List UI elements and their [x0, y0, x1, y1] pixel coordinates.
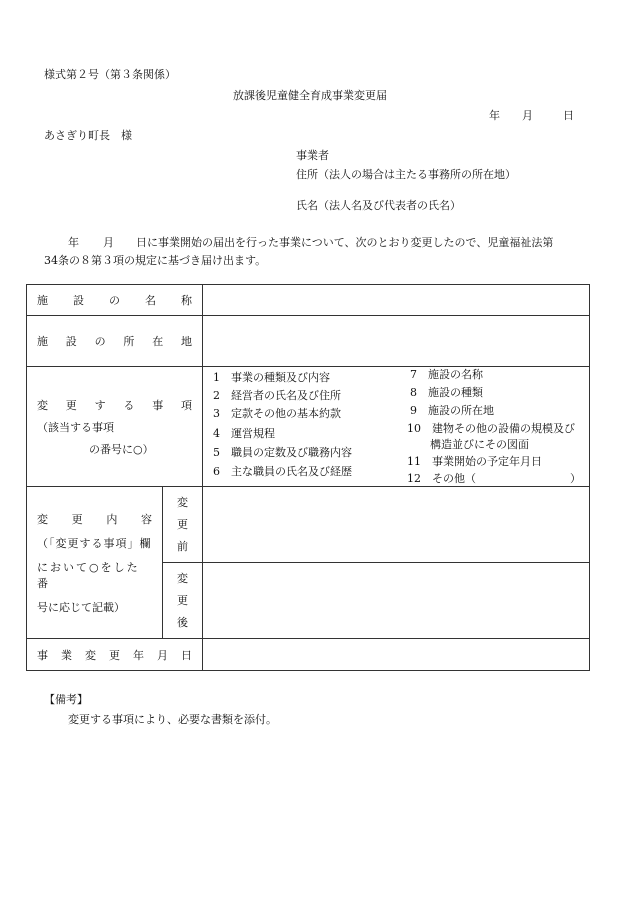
- list-item[interactable]: 6 主な職員の氏名及び経歴: [213, 465, 352, 478]
- change-content-label: 変 更 内 容: [37, 512, 152, 526]
- change-after-field[interactable]: [203, 563, 590, 639]
- row-facility-name: [27, 285, 590, 316]
- change-items-label-cell: [27, 367, 203, 487]
- body-month: 月: [103, 236, 114, 249]
- change-items-note1: （該当する事項: [37, 420, 114, 434]
- list-item[interactable]: 3 定款その他の基本約款: [213, 407, 341, 420]
- change-content-note1: （「変更する事項」欄: [37, 536, 152, 550]
- change-date-field[interactable]: [203, 639, 590, 671]
- list-item[interactable]: 2 経営者の氏名及び住所: [213, 389, 341, 402]
- remarks-title: 【備考】: [44, 693, 88, 706]
- facility-name-label-cell: [27, 285, 203, 316]
- change-items-list-cell: [203, 367, 590, 487]
- change-content-note2: において○をした番: [37, 560, 140, 590]
- date-day: 日: [563, 109, 574, 122]
- row-facility-address: [27, 316, 590, 367]
- facility-address-label: 施 設 の 所 在 地: [37, 335, 192, 348]
- change-form-table: [26, 284, 590, 671]
- facility-address-field[interactable]: [203, 316, 590, 367]
- change-content-label-cell: [27, 487, 163, 639]
- change-content-note3: 号に応じて記載）: [37, 600, 125, 614]
- list-item[interactable]: 4 運営規程: [213, 427, 275, 440]
- row-change-items: [27, 367, 590, 487]
- after-label: 変 更 後: [163, 563, 203, 639]
- change-before-field[interactable]: [203, 487, 590, 563]
- document-title: 放課後児童健全育成事業変更届: [233, 89, 387, 102]
- list-item-continuation: 構造並びにその図面: [430, 438, 529, 451]
- row-change-date: [27, 639, 590, 671]
- applicant-name: 氏名（法人名及び代表者の氏名）: [296, 199, 461, 212]
- addressee: あさぎり町長 様: [44, 129, 132, 142]
- facility-name-field[interactable]: [203, 285, 590, 316]
- list-item[interactable]: 7 施設の名称: [410, 368, 483, 381]
- remarks-text: 変更する事項により、必要な書類を添付。: [68, 713, 277, 726]
- form-number: 様式第２号（第３条関係）: [44, 68, 176, 81]
- body-line1: 日に事業開始の届出を行った事業について、次のとおり変更したので、児童福祉法第: [136, 236, 554, 249]
- list-item[interactable]: 12 その他（ ）: [407, 472, 581, 485]
- facility-address-label-cell: [27, 316, 203, 367]
- date-year: 年: [489, 109, 500, 122]
- applicant-address: 住所（法人の場合は主たる事務所の所在地）: [296, 168, 516, 181]
- body-line2: 34条の８第３項の規定に基づき届け出ます。: [44, 254, 267, 267]
- row-change-before: [27, 487, 590, 563]
- before-label: 変 更 前: [163, 487, 203, 563]
- list-item[interactable]: 11 事業開始の予定年月日: [407, 455, 542, 468]
- change-items-list: [203, 367, 589, 486]
- list-item[interactable]: 10 建物その他の設備の規模及び: [407, 422, 575, 435]
- body-year: 年: [68, 236, 79, 249]
- applicant-label: 事業者: [296, 149, 329, 162]
- facility-name-label: 施 設 の 名 称: [37, 294, 192, 307]
- change-items-note2: の番号に○）: [89, 442, 154, 456]
- change-items-label: 変 更 す る 事 項: [37, 398, 192, 412]
- list-item[interactable]: 1 事業の種類及び内容: [213, 371, 330, 384]
- change-date-label-cell: [27, 639, 203, 671]
- date-month: 月: [522, 109, 533, 122]
- list-item[interactable]: 9 施設の所在地: [410, 404, 494, 417]
- list-item[interactable]: 5 職員の定数及び職務内容: [213, 446, 352, 459]
- change-date-label: 事 業 変 更 年 月 日: [37, 648, 192, 662]
- list-item[interactable]: 8 施設の種類: [410, 386, 483, 399]
